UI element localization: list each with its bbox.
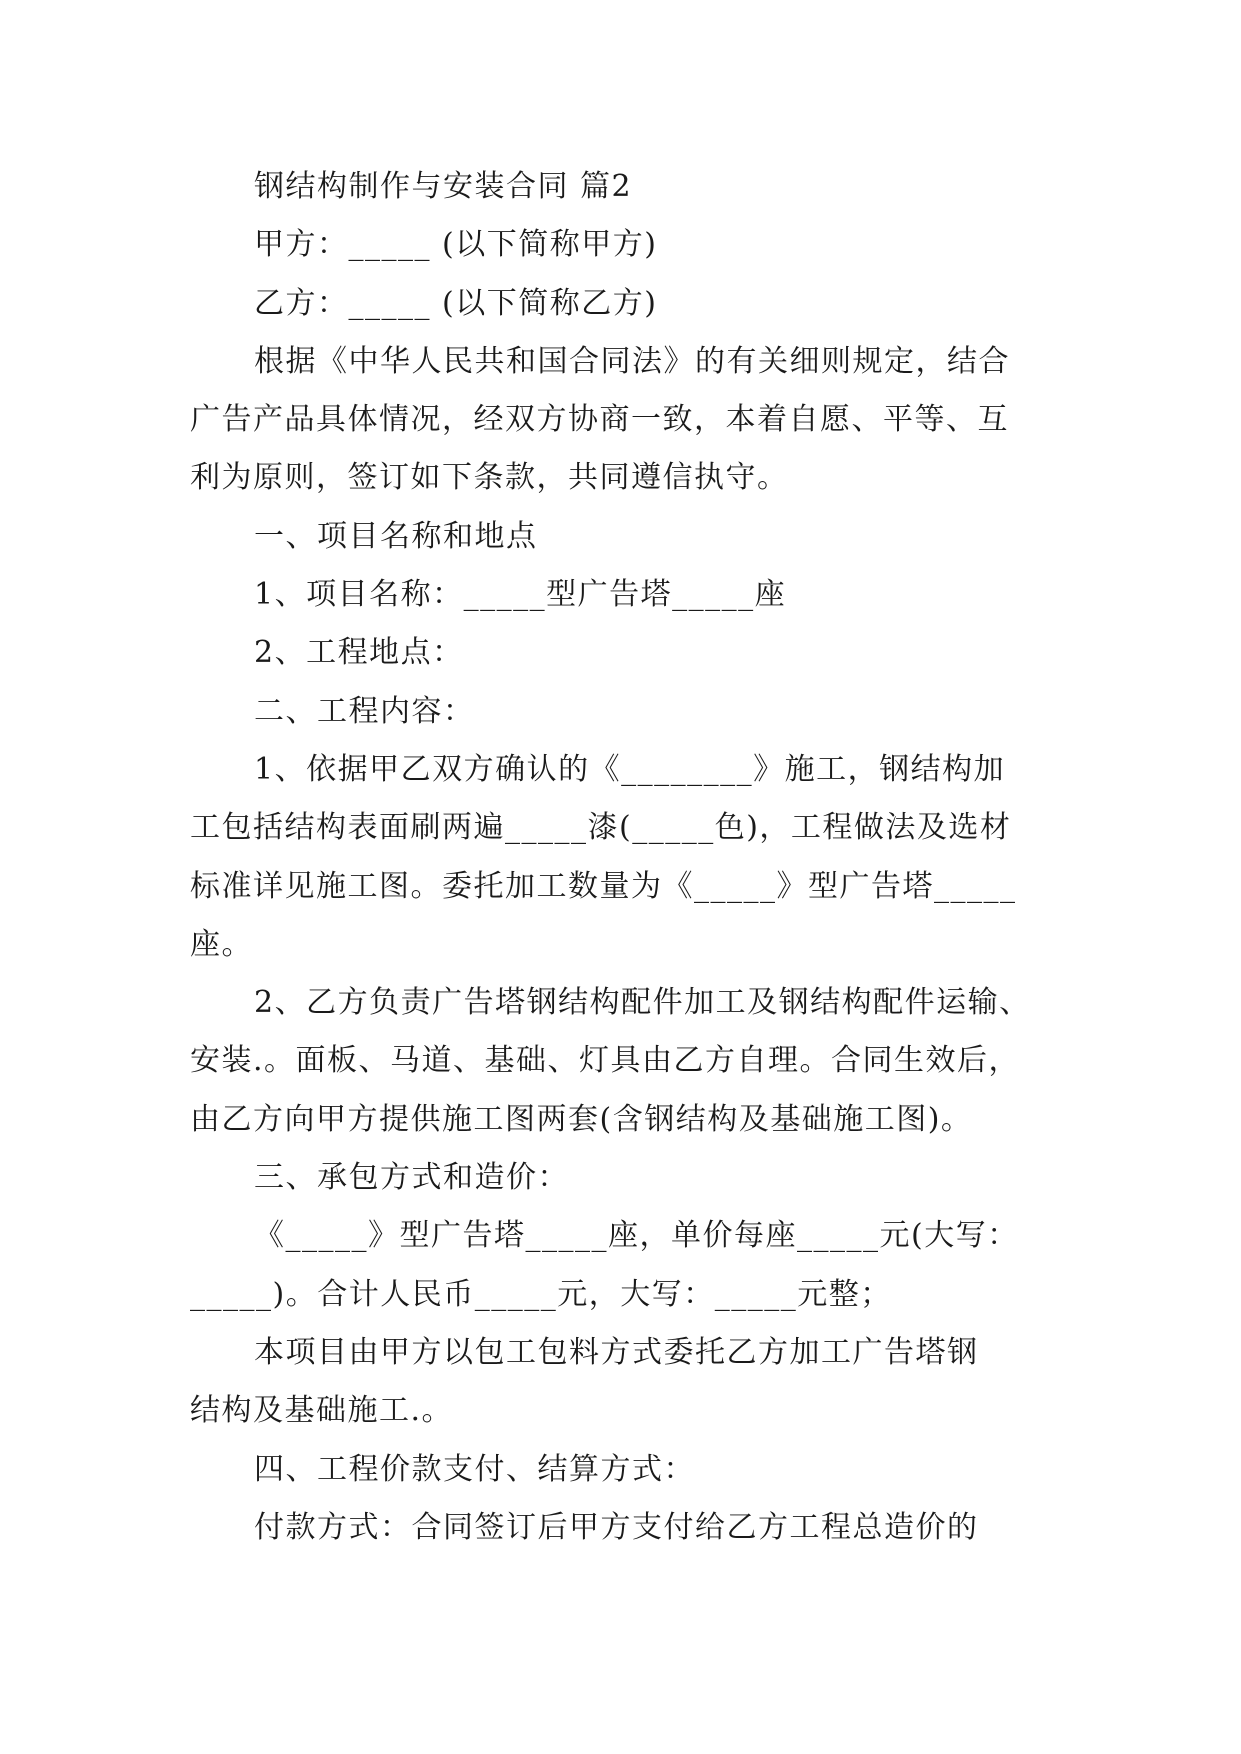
- payment-line-1: 付款方式：合同签订后甲方支付给乙方工程总造价的: [254, 1509, 979, 1545]
- contract-mode-line-1: 本项目由甲方以包工包料方式委托乙方加工广告塔钢: [254, 1334, 979, 1370]
- price-line-1: 《_____》型广告塔_____座，单价每座_____元(大写：: [254, 1218, 1019, 1254]
- preamble-line-3: 利为原则，签订如下条款，共同遵信执守。: [190, 460, 789, 496]
- work-content-2-line-2: 安装.。面板、马道、基础、灯具由乙方自理。合同生效后，: [190, 1043, 1021, 1079]
- contract-mode-line-2: 结构及基础施工.。: [190, 1393, 454, 1429]
- preamble-line-2: 广告产品具体情况，经双方协商一致，本着自愿、平等、互: [190, 402, 1009, 438]
- work-content-1-line-4: 座。: [190, 926, 253, 962]
- work-content-1-line-3: 标准详见施工图。委托加工数量为《_____》型广告塔_____: [190, 868, 1017, 904]
- preamble-line-1: 根据《中华人民共和国合同法》的有关细则规定，结合: [254, 343, 1010, 379]
- work-content-1-line-1: 1、依据甲乙双方确认的《________》施工，钢结构加: [254, 751, 1006, 787]
- section-1-heading: 一、项目名称和地点: [254, 518, 538, 554]
- work-content-1-line-2: 工包括结构表面刷两遍_____漆(_____色)，工程做法及选材: [190, 810, 1012, 846]
- document-page: [190, 158, 1050, 1557]
- price-line-2: _____)。合计人民币_____元，大写：_____元整；: [190, 1276, 892, 1312]
- party-b-line: 乙方：_____ (以下简称乙方): [254, 285, 658, 321]
- section-2-heading: 二、工程内容：: [254, 693, 475, 729]
- work-content-2-line-1: 2、乙方负责广告塔钢结构配件加工及钢结构配件运输、: [254, 985, 1031, 1021]
- work-content-2-line-3: 由乙方向甲方提供施工图两套(含钢结构及基础施工图)。: [190, 1101, 973, 1137]
- section-3-heading: 三、承包方式和造价：: [254, 1160, 569, 1196]
- document-title: 钢结构制作与安装合同 篇2: [254, 169, 633, 204]
- section-4-heading: 四、工程价款支付、结算方式：: [254, 1451, 695, 1487]
- party-a-line: 甲方：_____ (以下简称甲方): [254, 227, 658, 263]
- project-location-line: 2、工程地点：: [254, 635, 464, 671]
- project-name-line: 1、项目名称：_____型广告塔_____座: [254, 577, 787, 613]
